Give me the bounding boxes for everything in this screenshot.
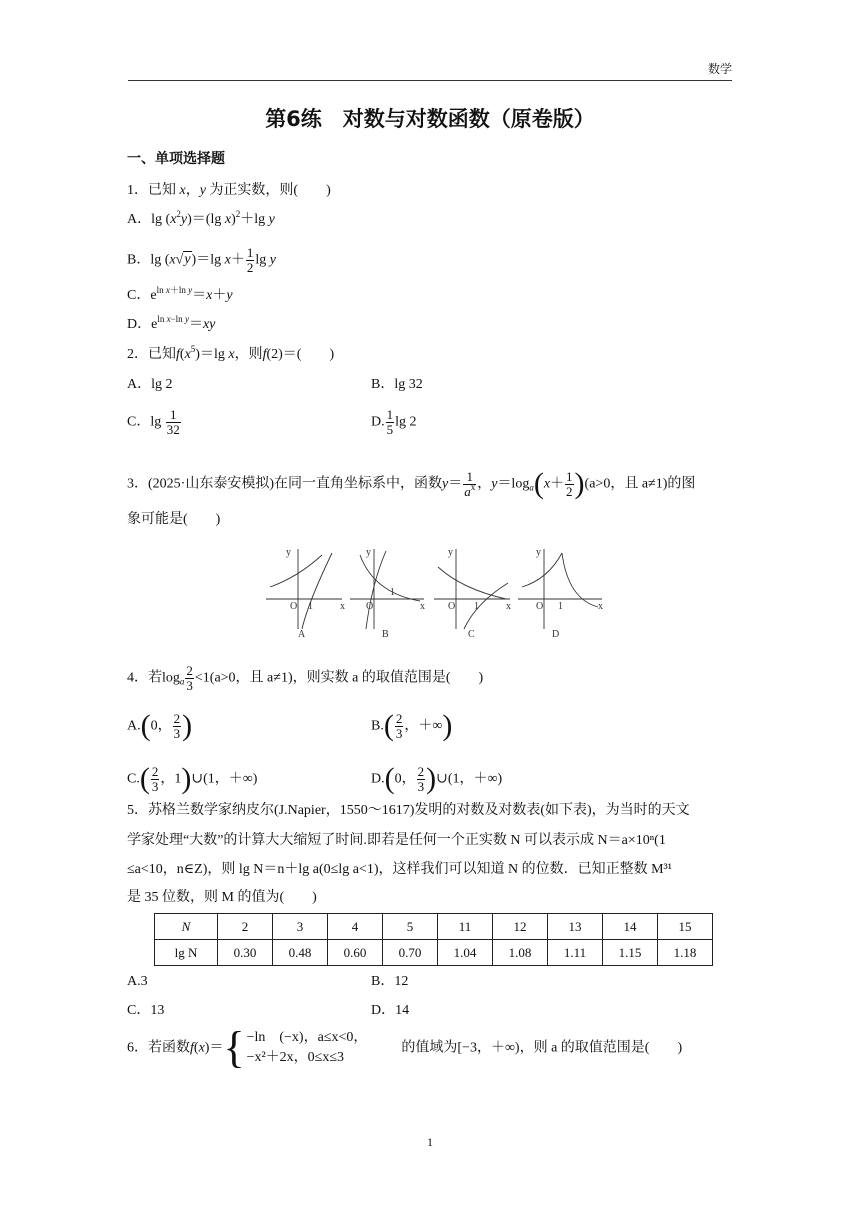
q5-option-d[interactable]: D．14 <box>371 1003 410 1018</box>
q1-option-a[interactable]: A．$\lg (x^2y)=(\lg$ x)$^2$＋lg y <box>127 209 275 227</box>
q6-stem: 6．若函数f(x)＝{ −ln (−x)，a≤x<0， −x²＋2x，0≤x≤3 的值域为[−3，＋∞)，则 a 的取值范围是( ) <box>127 1023 683 1072</box>
q5-option-b[interactable]: B．12 <box>371 974 409 989</box>
q5-line4: 是 35 位数，则 M 的值为( ) <box>127 890 317 905</box>
header-rule <box>128 80 732 81</box>
svg-text:1: 1 <box>474 601 479 612</box>
table-row <box>155 940 713 966</box>
subject-header: 数学 <box>707 62 732 76</box>
graph-c[interactable] <box>434 549 510 629</box>
q3-graph-options <box>262 543 607 640</box>
graph-label-d: D <box>552 629 560 640</box>
table-cell: 0.48 <box>273 940 328 966</box>
graph-label-a: A <box>298 629 306 640</box>
page-number: 1 <box>427 1135 433 1149</box>
axis-x-label: x <box>340 601 345 612</box>
q5-line1: 5．苏格兰数学家纳皮尔(J.Napier，1550～1617)发明的对数及对数表(如下表)，为当时的天文 <box>127 803 690 818</box>
table-row <box>155 914 713 940</box>
table-header-lgn: lg N <box>155 940 218 966</box>
svg-text:x: x <box>420 601 425 612</box>
q4-stem: 4．若$\log_a$ $\frac{2}{3}$ <1(a>0，且 a≠1)，则实数 a 的取值范围是( ) <box>127 663 484 693</box>
svg-text:y: y <box>366 547 371 558</box>
table-cell: 3 <box>273 914 328 940</box>
graph-b[interactable] <box>350 549 424 629</box>
q2-option-b[interactable]: B．lg 32 <box>371 377 423 392</box>
page-title: 第6练 对数与对数函数（原卷版） <box>265 107 595 131</box>
table-cell: 5 <box>383 914 438 940</box>
svg-text:1: 1 <box>558 601 563 612</box>
table-cell: 0.60 <box>328 940 383 966</box>
log-table <box>154 913 713 966</box>
table-cell: 0.30 <box>218 940 273 966</box>
q3-stem: 3．(2025·山东泰安模拟)在同一直角坐标系中，函数y＝ $\frac{1}{a^x}$ ，$y=\log_a(x+$ $\frac{1}{2}$ )(a>0，且 a≠1)的图 <box>127 467 696 501</box>
q2-stem: 2．已知$f(x^5)=\lg$ x，则f(2)＝( ) <box>127 344 335 362</box>
svg-text:x: x <box>506 601 511 612</box>
q6-case-2: −x²＋2x，0≤x≤3 <box>246 1050 345 1065</box>
table-cell: 15 <box>658 914 713 940</box>
table-cell: 14 <box>603 914 658 940</box>
q5-line2: 学家处理“大数”的计算大大缩短了时间.即若是任何一个正实数 N 可以表示成 N＝a×10ⁿ(1 <box>127 833 666 848</box>
axis-y-label: y <box>286 547 291 558</box>
table-cell: 1.15 <box>603 940 658 966</box>
table-cell: 1.04 <box>438 940 493 966</box>
q2-option-a[interactable]: A．lg 2 <box>127 377 173 392</box>
q2-option-c[interactable]: C．lg $\frac{1}{32}$ <box>127 407 180 437</box>
table-header-n: N <box>155 914 218 940</box>
table-cell: 12 <box>493 914 548 940</box>
svg-text:y: y <box>448 547 453 558</box>
q5-option-c[interactable]: C．13 <box>127 1003 165 1018</box>
table-cell: 4 <box>328 914 383 940</box>
q5-line3: ≤a<10，n∈Z)，则 lg N＝n＋lg a(0≤lg a<1)，这样我们可以知道 N 的位数．已知正整数 M³¹ <box>127 862 672 877</box>
table-cell: 11 <box>438 914 493 940</box>
origin-label: O <box>290 601 298 612</box>
table-cell: 1.18 <box>658 940 713 966</box>
q1-option-b[interactable]: B．lg (x√y)＝lg x＋ $\frac{1}{2}$ lg y <box>127 245 276 275</box>
q2-option-d[interactable]: D. $\frac{1}{5}$ lg 2 <box>371 407 417 437</box>
q1-stem: 1．已知 x，y 为正实数，则( ) <box>127 183 331 198</box>
q1-option-d[interactable]: D．$e^{ln x-ln y}=xy$ <box>127 314 216 332</box>
q4-option-c[interactable]: C.( $\frac{2}{3}$ ，1)∪(1，＋∞) <box>127 762 258 796</box>
q4-option-d[interactable]: D.(0， $\frac{2}{3}$ )∪(1，＋∞) <box>371 762 503 796</box>
table-cell: 2 <box>218 914 273 940</box>
q4-option-a[interactable]: A.(0， $\frac{2}{3}$ ) <box>127 709 193 743</box>
q5-option-a[interactable]: A.3 <box>127 974 148 989</box>
q1-option-c[interactable]: C．$e^{ln x+ln y}=x+y$ <box>127 285 233 303</box>
graph-label-c: C <box>468 629 475 640</box>
graph-d[interactable] <box>518 549 602 629</box>
svg-text:x: x <box>598 601 603 612</box>
table-cell: 1.11 <box>548 940 603 966</box>
section-heading: 一、单项选择题 <box>127 151 225 167</box>
one-label: 1 <box>308 601 313 612</box>
graph-label-b: B <box>382 629 389 640</box>
q6-case-1: −ln (−x)，a≤x<0， <box>246 1030 368 1046</box>
svg-text:O: O <box>448 601 456 612</box>
table-cell: 0.70 <box>383 940 438 966</box>
graph-a[interactable] <box>266 549 342 629</box>
table-cell: 1.08 <box>493 940 548 966</box>
table-cell: 13 <box>548 914 603 940</box>
svg-text:O: O <box>366 601 374 612</box>
svg-text:1: 1 <box>390 587 395 598</box>
svg-text:O: O <box>536 601 544 612</box>
svg-text:y: y <box>536 547 541 558</box>
q4-option-b[interactable]: B.( $\frac{2}{3}$ ，＋∞) <box>371 709 453 743</box>
q3-stem-line2: 象可能是( ) <box>127 512 221 527</box>
